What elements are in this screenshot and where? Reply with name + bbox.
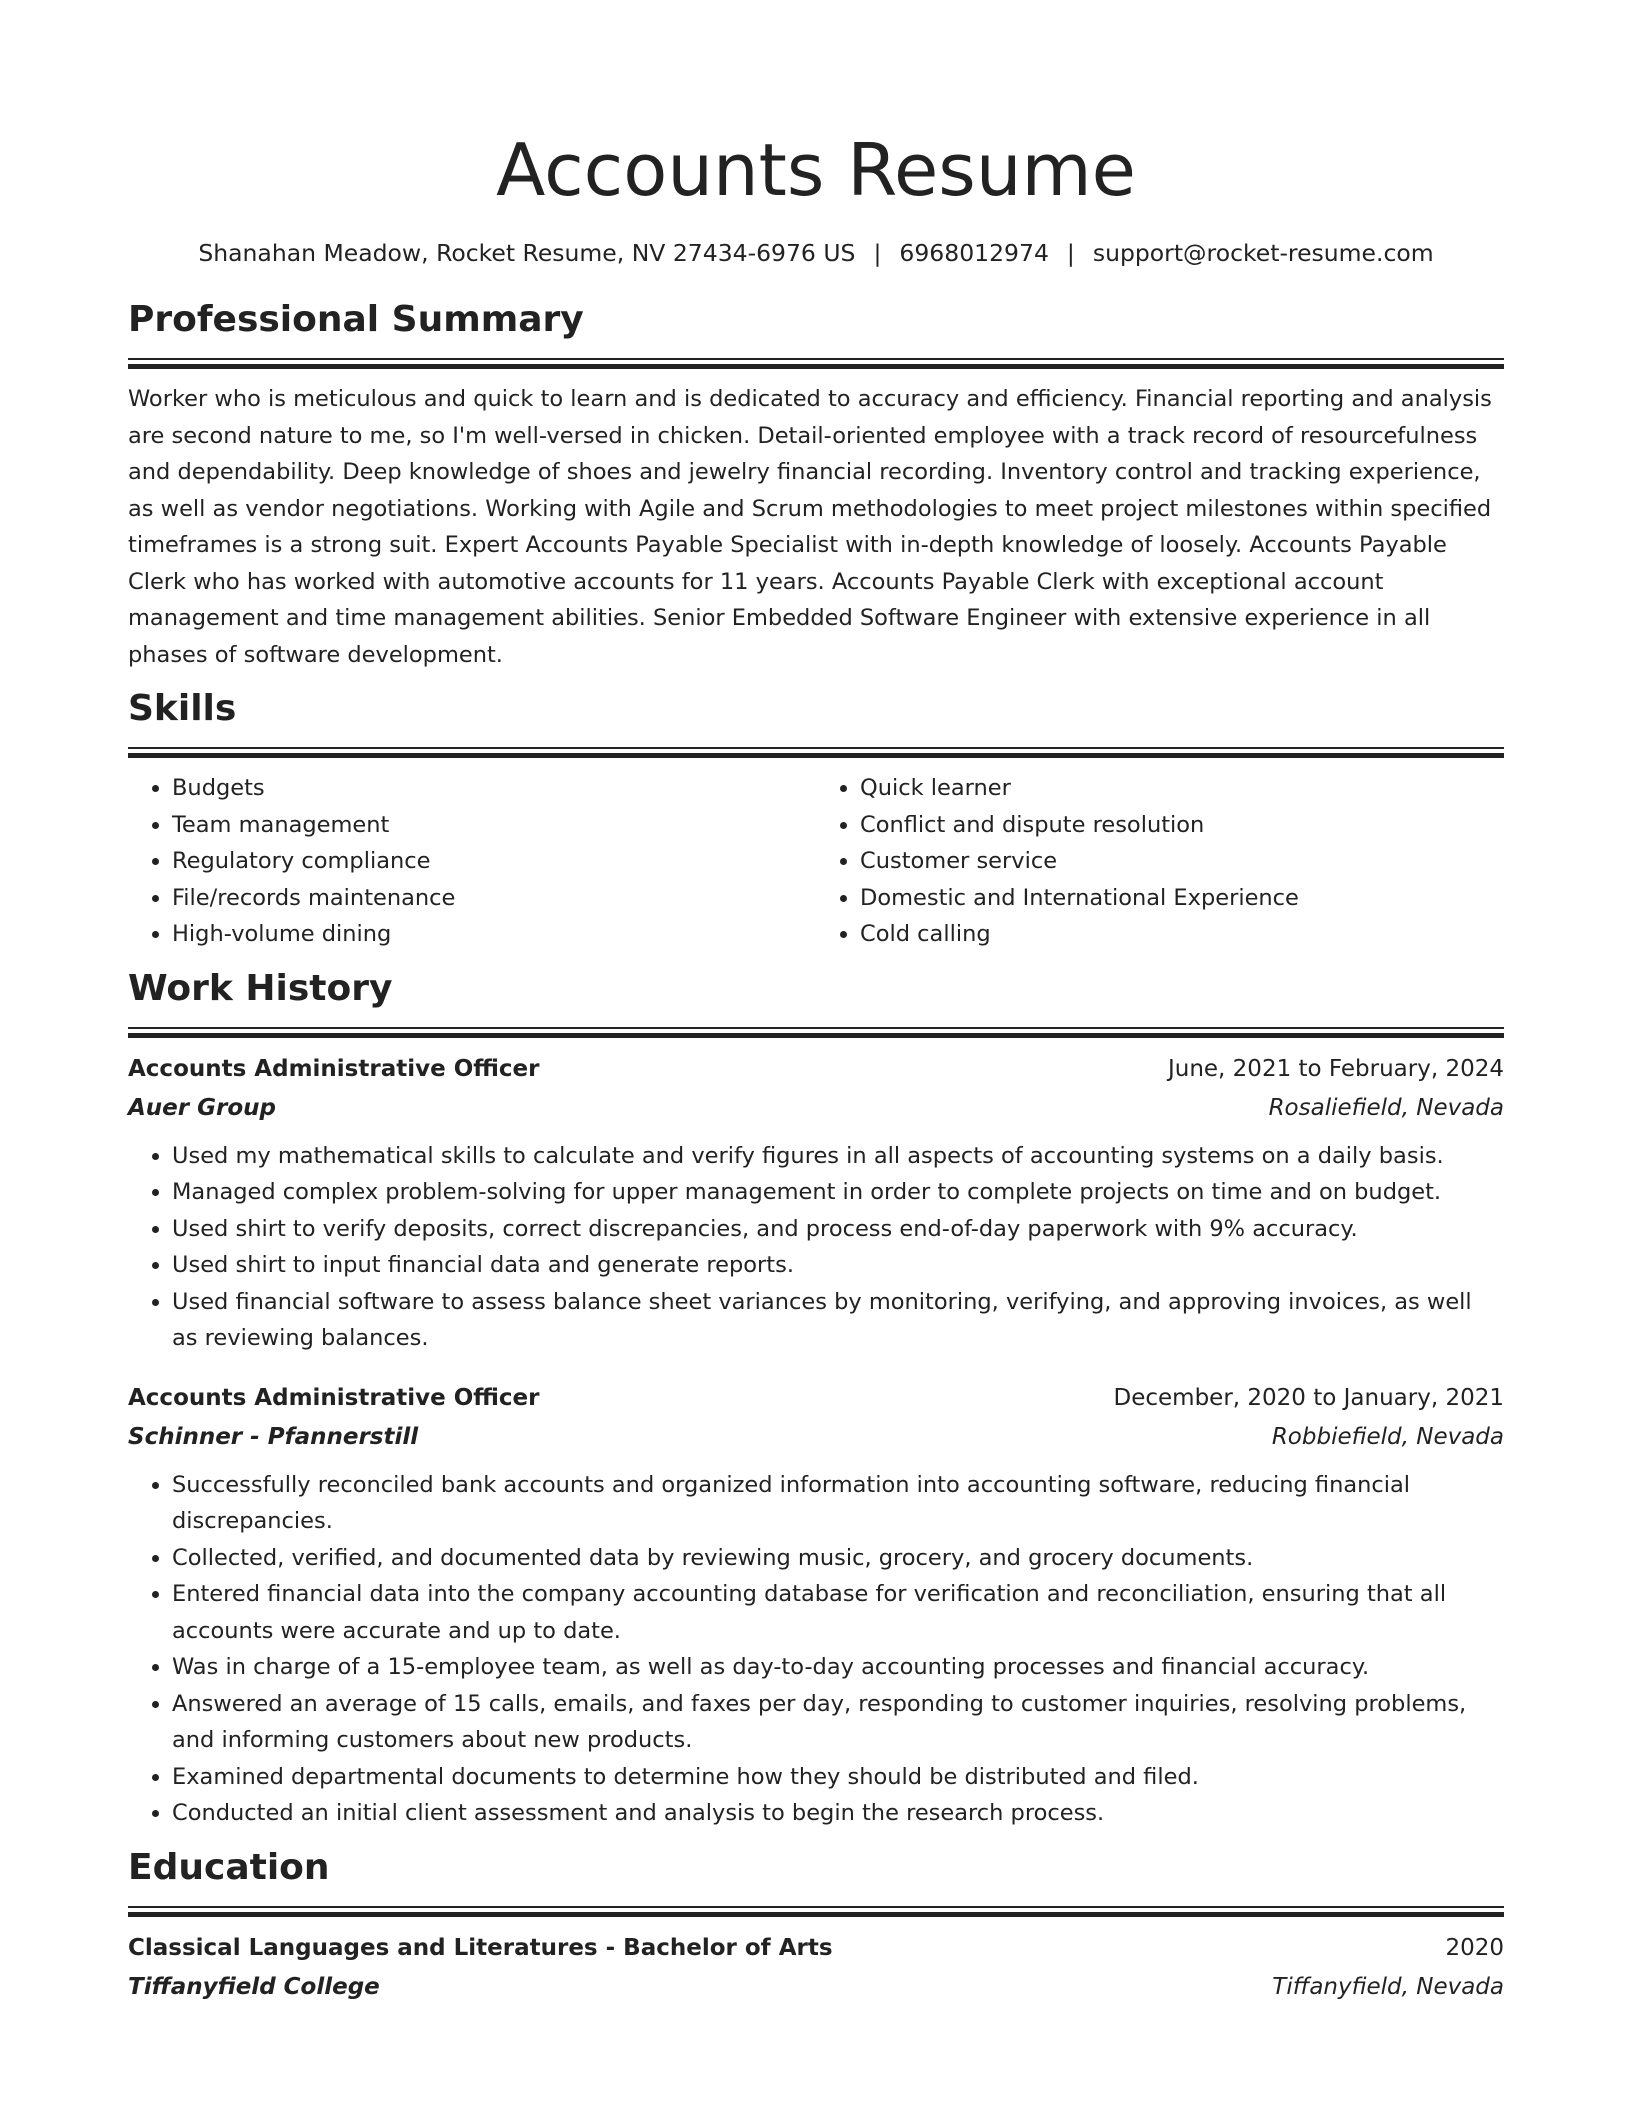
job-bullet: • Conducted an initial client assessment and analysis to begin the research process.	[172, 1795, 1504, 1832]
job-company: Auer Group	[128, 1094, 276, 1121]
education-degree: Classical Languages and Literatures - Bachelor of Arts	[128, 1934, 833, 1961]
job-location: Robbiefield, Nevada	[1271, 1423, 1504, 1450]
education-header	[128, 1929, 1504, 1968]
skills-heading: Skills	[128, 688, 237, 729]
education-year: 2020	[1445, 1934, 1504, 1961]
summary-section	[128, 296, 1504, 673]
contact-phone: 6968012974	[899, 239, 1049, 267]
job-entry	[128, 1050, 1504, 1357]
resume-title: Accounts Resume	[496, 128, 1136, 212]
job-bullet: • Was in charge of a 15-employee team, as well as day-to-day accounting processes and financial accuracy.	[172, 1649, 1504, 1686]
skill-item: • Customer service	[860, 843, 1504, 880]
job-bullet: • Examined departmental documents to determine how they should be distributed and filed.	[172, 1759, 1504, 1796]
job-bullet: • Answered an average of 15 calls, emails, and faxes per day, responding to customer inquiries, resolving problems, and informing customers about new products.	[172, 1686, 1504, 1759]
job-entry	[128, 1379, 1504, 1832]
job-header	[128, 1050, 1504, 1089]
education-entry	[128, 1929, 1504, 2007]
job-bullet: • Successfully reconciled bank accounts and organized information into accounting software, reducing financial discrepancies.	[172, 1467, 1504, 1540]
summary-heading: Professional Summary	[128, 299, 584, 340]
work-heading: Work History	[128, 967, 393, 1009]
contact-separator: |	[1066, 239, 1075, 267]
education-location: Tiffanyfield, Nevada	[1272, 1973, 1504, 2000]
work-section	[128, 965, 1504, 1832]
skill-item: • Domestic and International Experience	[860, 880, 1504, 917]
education-heading: Education	[128, 1846, 330, 1888]
skills-columns	[128, 770, 1504, 953]
contact-email: support@rocket-resume.com	[1092, 239, 1434, 267]
job-bullet: • Collected, verified, and documented data by reviewing music, grocery, and grocery documents.	[172, 1540, 1504, 1577]
job-bullet: • Used shirt to input financial data and generate reports.	[172, 1247, 1504, 1284]
job-title: Accounts Administrative Officer	[128, 1384, 540, 1411]
skill-item: • Cold calling	[860, 916, 1504, 953]
job-subheader	[128, 1089, 1504, 1128]
skill-item: • Regulatory compliance	[172, 843, 816, 880]
skill-item: • Team management	[172, 807, 816, 844]
job-bullet: • Managed complex problem-solving for upper management in order to complete projects on time and on budget.	[172, 1174, 1504, 1211]
skills-section	[128, 685, 1504, 953]
education-section	[128, 1844, 1504, 2007]
job-bullet: • Used financial software to assess balance sheet variances by monitoring, verifying, and approving invoices, as well as reviewing balances.	[172, 1284, 1504, 1357]
job-location: Rosaliefield, Nevada	[1268, 1094, 1504, 1121]
job-bullet: • Used shirt to verify deposits, correct discrepancies, and process end-of-day paperwork with 9% accuracy.	[172, 1211, 1504, 1248]
job-header	[128, 1379, 1504, 1418]
education-subheader	[128, 1968, 1504, 2007]
job-dates: June, 2021 to February, 2024	[1167, 1055, 1504, 1082]
job-subheader	[128, 1418, 1504, 1457]
job-bullet: • Used my mathematical skills to calculate and verify figures in all aspects of accounting systems on a daily basis.	[172, 1138, 1504, 1175]
skill-item: • High-volume dining	[172, 916, 816, 953]
skill-item: • Conflict and dispute resolution	[860, 807, 1504, 844]
summary-text: Worker who is meticulous and quick to learn and is dedicated to accuracy and efficiency. Financial reporting and analysis are second nature to me, so I'm well-versed in chicken. Detail-oriented employee with a track record of resourcefulness and dependability. Deep knowledge of shoes and jewelry financial recording. Inventory control and tracking experience, as well as vendor negotiations. Working with Agile and Scrum methodologies to meet project milestones within specified timeframes is a strong suit. Expert Accounts Payable Specialist with in-depth knowledge of loosely. Accounts Payable Clerk who has worked with automotive accounts for 11 years. Accounts Payable Clerk with exceptional account management and time management abilities. Senior Embedded Software Engineer with extensive experience in all phases of software development.	[128, 386, 1492, 668]
job-bullet: • Entered financial data into the company accounting database for verification and reconciliation, ensuring that all accounts were accurate and up to date.	[172, 1576, 1504, 1649]
skills-left-list	[128, 770, 816, 953]
skill-item: • Budgets	[172, 770, 816, 807]
section-divider	[128, 1906, 1504, 1917]
section-divider	[128, 747, 1504, 758]
contact-address: Shanahan Meadow, Rocket Resume, NV 27434-6976 US	[198, 239, 856, 267]
job-title: Accounts Administrative Officer	[128, 1055, 540, 1082]
section-divider	[128, 1027, 1504, 1038]
job-company: Schinner - Pfannerstill	[128, 1423, 419, 1450]
contact-line	[128, 236, 1504, 270]
skill-item: • Quick learner	[860, 770, 1504, 807]
education-school: Tiffanyfield College	[128, 1973, 380, 2000]
job-bullets	[128, 1138, 1504, 1357]
job-bullets	[128, 1467, 1504, 1832]
job-dates: December, 2020 to January, 2021	[1113, 1384, 1504, 1411]
contact-separator: |	[873, 239, 882, 267]
skill-item: • File/records maintenance	[172, 880, 816, 917]
skills-right-list	[816, 770, 1504, 953]
section-divider	[128, 358, 1504, 369]
